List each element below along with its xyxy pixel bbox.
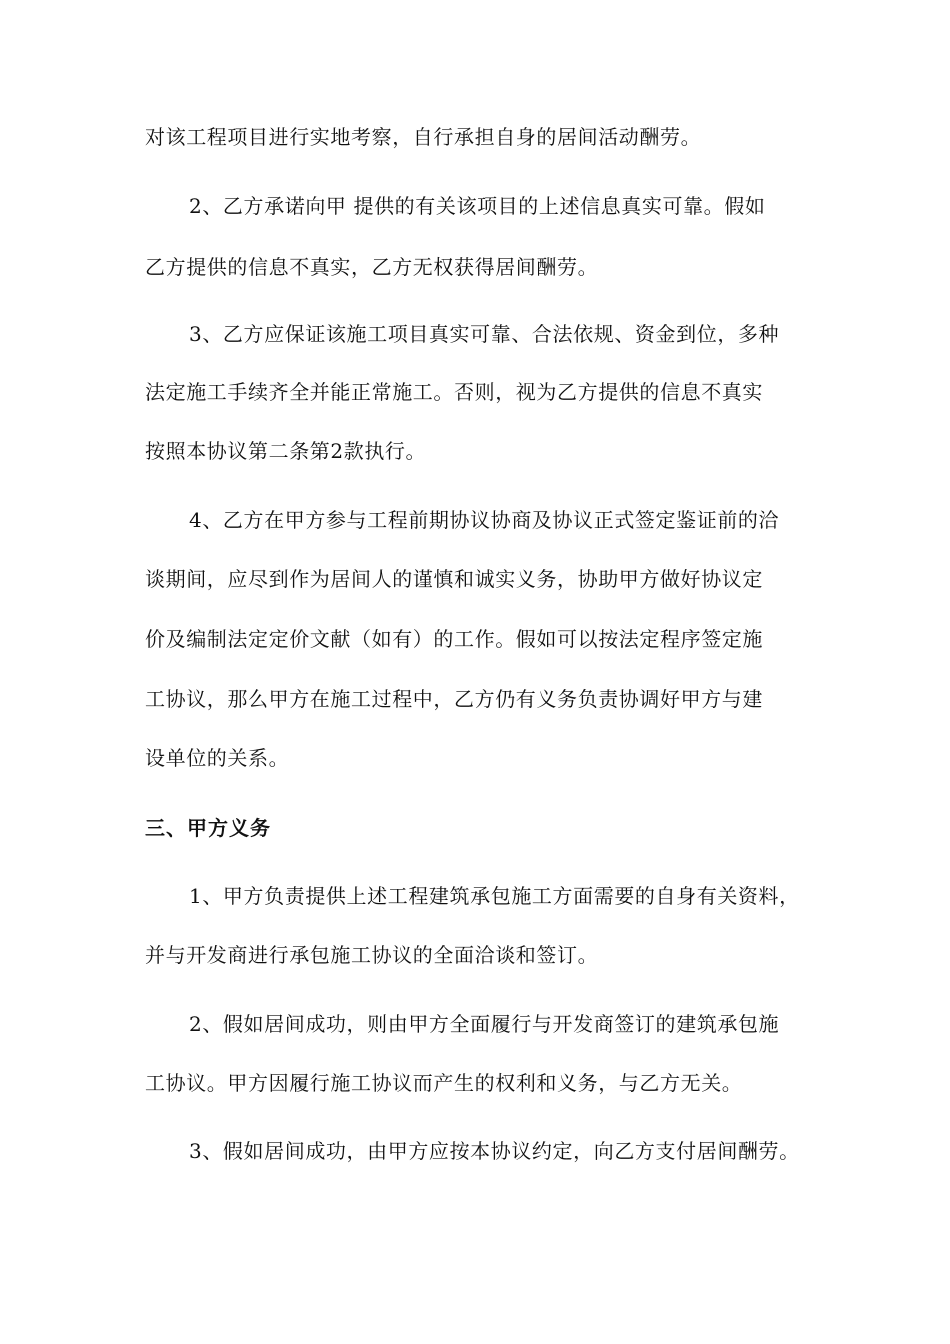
section-heading: 三、甲方义务	[145, 816, 271, 840]
paragraph-item-4-line-1: 4、乙方在甲方参与工程前期协议协商及协议正式签定鉴证前的洽	[189, 508, 780, 532]
paragraph-item-3-line-2: 法定施工手续齐全并能正常施工。否则，视为乙方提供的信息不真实	[145, 380, 763, 404]
paragraph-duty-1-line-2: 并与开发商进行承包施工协议的全面洽谈和签订。	[145, 943, 599, 967]
paragraph-item-4-line-3: 价及编制法定定价文献（如有）的工作。假如可以按法定程序签定施	[145, 627, 763, 651]
paragraph-item-3-line-3: 按照本协议第二条第2款执行。	[145, 439, 427, 463]
paragraph-duty-1-line-1: 1、甲方负责提供上述工程建筑承包施工方面需要的自身有关资料，	[189, 884, 800, 908]
paragraph-item-4-line-5: 设单位的关系。	[145, 746, 290, 770]
paragraph-item-2-line-1: 2、乙方承诺向甲 提供的有关该项目的上述信息真实可靠。假如	[189, 194, 766, 218]
paragraph-item-4-line-4: 工协议，那么甲方在施工过程中，乙方仍有义务负责协调好甲方与建	[145, 687, 763, 711]
paragraph-item-2-line-2: 乙方提供的信息不真实，乙方无权获得居间酬劳。	[145, 255, 599, 279]
paragraph-duty-2-line-2: 工协议。甲方因履行施工协议而产生的权利和义务，与乙方无关。	[145, 1071, 743, 1095]
paragraph-item-3-line-1: 3、乙方应保证该施工项目真实可靠、合法依规、资金到位，多种	[189, 322, 780, 346]
paragraph-duty-2-line-1: 2、假如居间成功，则由甲方全面履行与开发商签订的建筑承包施	[189, 1012, 780, 1036]
paragraph-item-4-line-2: 谈期间，应尽到作为居间人的谨慎和诚实义务，协助甲方做好协议定	[145, 567, 763, 591]
text-line: 对该工程项目进行实地考察，自行承担自身的居间活动酬劳。	[145, 125, 702, 149]
paragraph-duty-3-line-1: 3、假如居间成功，由甲方应按本协议约定，向乙方支付居间酬劳。	[189, 1139, 800, 1163]
